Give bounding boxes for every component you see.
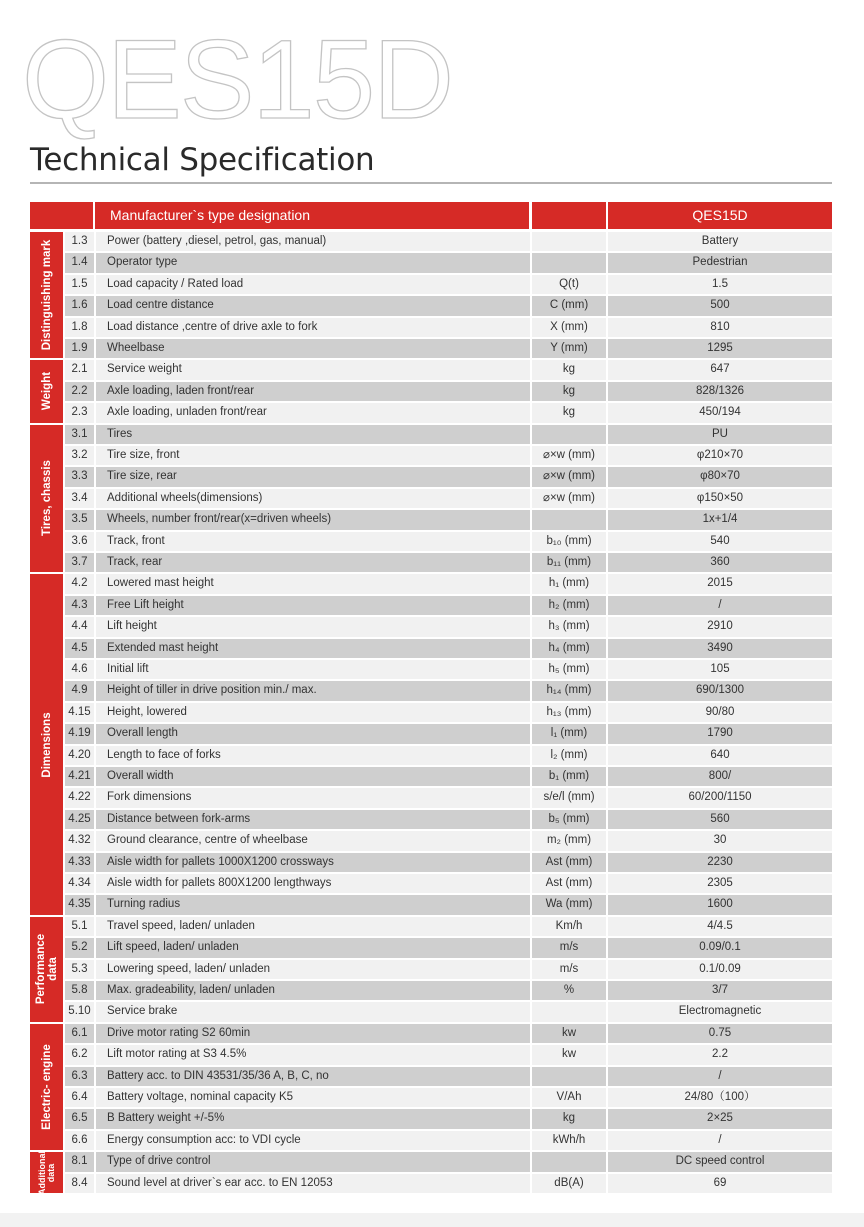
- spec-number: 5.10: [65, 1002, 94, 1021]
- spec-value: 560: [608, 810, 832, 829]
- spec-description: Tire size, rear: [96, 467, 530, 486]
- spec-value: φ80×70: [608, 467, 832, 486]
- spec-value: Pedestrian: [608, 253, 832, 272]
- spec-unit: m₂ (mm): [532, 831, 606, 850]
- spec-number: 4.5: [65, 639, 94, 658]
- spec-value: DC speed control: [608, 1152, 832, 1171]
- spec-number: 3.5: [65, 510, 94, 529]
- spec-description: Service weight: [96, 360, 530, 379]
- spec-value: 105: [608, 660, 832, 679]
- spec-unit: [532, 510, 606, 529]
- spec-number: 4.25: [65, 810, 94, 829]
- spec-unit: h₂ (mm): [532, 596, 606, 615]
- spec-description: Axle loading, laden front/rear: [96, 382, 530, 401]
- spec-unit: [532, 425, 606, 444]
- spec-number: 2.2: [65, 382, 94, 401]
- spec-number: 2.3: [65, 403, 94, 422]
- spec-value: 1790: [608, 724, 832, 743]
- table-row: [65, 274, 832, 295]
- spec-unit: h₁₄ (mm): [532, 681, 606, 700]
- spec-unit: ⌀×w (mm): [532, 446, 606, 465]
- spec-unit: h₄ (mm): [532, 639, 606, 658]
- spec-description: B Battery weight +/-5%: [96, 1109, 530, 1128]
- spec-unit: b₅ (mm): [532, 810, 606, 829]
- spec-unit: [532, 232, 606, 251]
- table-row: [65, 1044, 832, 1065]
- spec-unit: kw: [532, 1024, 606, 1043]
- spec-unit: [532, 1152, 606, 1171]
- table-row: [65, 830, 832, 851]
- table-row: [65, 745, 832, 766]
- spec-number: 4.3: [65, 596, 94, 615]
- spec-description: Distance between fork-arms: [96, 810, 530, 829]
- spec-number: 4.35: [65, 895, 94, 914]
- spec-description: Aisle width for pallets 1000X1200 crossways: [96, 853, 530, 872]
- table-row: [65, 466, 832, 487]
- spec-value: φ210×70: [608, 446, 832, 465]
- spec-value: 640: [608, 746, 832, 765]
- group-label-block: [30, 917, 63, 1022]
- spec-unit: [532, 1002, 606, 1021]
- spec-unit: kWh/h: [532, 1131, 606, 1150]
- spec-unit: h₃ (mm): [532, 617, 606, 636]
- spec-description: Track, front: [96, 532, 530, 551]
- spec-number: 3.4: [65, 489, 94, 508]
- spec-description: Lift speed, laden/ unladen: [96, 938, 530, 957]
- spec-unit: kg: [532, 1109, 606, 1128]
- spec-description: Ground clearance, centre of wheelbase: [96, 831, 530, 850]
- spec-unit: Ast (mm): [532, 874, 606, 893]
- header-model: QES15D: [608, 202, 832, 229]
- spec-value: 4/4.5: [608, 917, 832, 936]
- spec-number: 4.32: [65, 831, 94, 850]
- table-row: [65, 1151, 832, 1172]
- spec-description: Tires: [96, 425, 530, 444]
- spec-value: 3/7: [608, 981, 832, 1000]
- spec-value: /: [608, 1131, 832, 1150]
- spec-number: 4.20: [65, 746, 94, 765]
- spec-number: 4.33: [65, 853, 94, 872]
- table-header: [30, 202, 832, 229]
- spec-value: /: [608, 596, 832, 615]
- spec-description: Sound level at driver`s ear acc. to EN 12053: [96, 1174, 530, 1193]
- table-row: [65, 894, 832, 915]
- spec-description: Service brake: [96, 1002, 530, 1021]
- spec-number: 4.6: [65, 660, 94, 679]
- spec-number: 6.5: [65, 1109, 94, 1128]
- table-row: [65, 916, 832, 937]
- spec-description: Travel speed, laden/ unladen: [96, 917, 530, 936]
- spec-unit: Wa (mm): [532, 895, 606, 914]
- spec-number: 4.21: [65, 767, 94, 786]
- spec-value: 2230: [608, 853, 832, 872]
- footer-band: [0, 1213, 864, 1227]
- spec-number: 8.4: [65, 1174, 94, 1193]
- table-row: [65, 231, 832, 252]
- spec-value: 69: [608, 1174, 832, 1193]
- spec-description: Lift height: [96, 617, 530, 636]
- model-watermark-text: QES15D: [22, 17, 452, 140]
- title-divider: [30, 182, 832, 184]
- spec-description: Load distance ,centre of drive axle to fork: [96, 318, 530, 337]
- table-row: [65, 402, 832, 423]
- spec-unit: h₅ (mm): [532, 660, 606, 679]
- group-label-block: [30, 574, 63, 914]
- spec-number: 6.6: [65, 1131, 94, 1150]
- page-title: Technical Specification: [30, 142, 375, 178]
- spec-value: 810: [608, 318, 832, 337]
- spec-unit: m/s: [532, 960, 606, 979]
- spec-value: 1x+1/4: [608, 510, 832, 529]
- spec-number: 5.2: [65, 938, 94, 957]
- group-label-block: [30, 360, 63, 422]
- spec-value: 2910: [608, 617, 832, 636]
- table-row: [65, 552, 832, 573]
- table-row: [65, 359, 832, 380]
- spec-number: 3.3: [65, 467, 94, 486]
- spec-value: 450/194: [608, 403, 832, 422]
- spec-unit: [532, 253, 606, 272]
- spec-description: Lowering speed, laden/ unladen: [96, 960, 530, 979]
- spec-description: Battery acc. to DIN 43531/35/36 A, B, C, no: [96, 1067, 530, 1086]
- table-row: [65, 338, 832, 359]
- spec-value: 360: [608, 553, 832, 572]
- spec-number: 2.1: [65, 360, 94, 379]
- spec-value: Electromagnetic: [608, 1002, 832, 1021]
- spec-description: Overall length: [96, 724, 530, 743]
- spec-value: 0.09/0.1: [608, 938, 832, 957]
- table-row: [65, 638, 832, 659]
- table-row: [65, 445, 832, 466]
- table-row: [65, 959, 832, 980]
- table-row: [65, 1130, 832, 1151]
- spec-description: Load centre distance: [96, 296, 530, 315]
- table-row: [65, 659, 832, 680]
- spec-unit: b₁₀ (mm): [532, 532, 606, 551]
- table-row: [65, 873, 832, 894]
- spec-value: 30: [608, 831, 832, 850]
- table-row: [65, 1023, 832, 1044]
- table-row: [65, 766, 832, 787]
- spec-description: Turning radius: [96, 895, 530, 914]
- spec-description: Wheels, number front/rear(x=driven wheels): [96, 510, 530, 529]
- spec-description: Free Lift height: [96, 596, 530, 615]
- table-row: [65, 723, 832, 744]
- spec-unit: l₂ (mm): [532, 746, 606, 765]
- group-label-block: [30, 232, 63, 358]
- spec-unit: kg: [532, 360, 606, 379]
- spec-unit: h₁ (mm): [532, 574, 606, 593]
- spec-number: 1.4: [65, 253, 94, 272]
- spec-value: 2015: [608, 574, 832, 593]
- spec-value: Battery: [608, 232, 832, 251]
- spec-unit: ⌀×w (mm): [532, 489, 606, 508]
- table-row: [65, 1108, 832, 1129]
- table-row: [65, 787, 832, 808]
- table-row: [65, 1173, 832, 1194]
- spec-value: 540: [608, 532, 832, 551]
- group-label: Electric- engine: [40, 1044, 53, 1130]
- table-row: [65, 509, 832, 530]
- spec-description: Axle loading, unladen front/rear: [96, 403, 530, 422]
- spec-unit: kg: [532, 382, 606, 401]
- spec-number: 4.34: [65, 874, 94, 893]
- spec-value: 500: [608, 296, 832, 315]
- table-row: [65, 317, 832, 338]
- spec-unit: %: [532, 981, 606, 1000]
- spec-value: 3490: [608, 639, 832, 658]
- spec-description: Aisle width for pallets 800X1200 lengthways: [96, 874, 530, 893]
- spec-value: PU: [608, 425, 832, 444]
- spec-value: 647: [608, 360, 832, 379]
- spec-unit: dB(A): [532, 1174, 606, 1193]
- spec-description: Load capacity / Rated load: [96, 275, 530, 294]
- spec-description: Track, rear: [96, 553, 530, 572]
- group-label-block: [30, 425, 63, 573]
- table-row: [65, 937, 832, 958]
- spec-value: 90/80: [608, 703, 832, 722]
- spec-number: 5.1: [65, 917, 94, 936]
- spec-number: 4.19: [65, 724, 94, 743]
- spec-value: /: [608, 1067, 832, 1086]
- spec-unit: X (mm): [532, 318, 606, 337]
- spec-number: 4.9: [65, 681, 94, 700]
- spec-description: Fork dimensions: [96, 788, 530, 807]
- table-row: [65, 424, 832, 445]
- spec-unit: m/s: [532, 938, 606, 957]
- header-unit-cell: [532, 202, 606, 229]
- model-watermark: [0, 0, 864, 140]
- spec-value: 1.5: [608, 275, 832, 294]
- spec-description: Length to face of forks: [96, 746, 530, 765]
- spec-number: 6.3: [65, 1067, 94, 1086]
- spec-unit: Y (mm): [532, 339, 606, 358]
- spec-value: 1600: [608, 895, 832, 914]
- spec-value: 24/80（100）: [608, 1088, 832, 1107]
- spec-number: 3.6: [65, 532, 94, 551]
- spec-unit: kg: [532, 403, 606, 422]
- table-row: [65, 1066, 832, 1087]
- table-row: [65, 531, 832, 552]
- spec-description: Extended mast height: [96, 639, 530, 658]
- spec-number: 1.3: [65, 232, 94, 251]
- spec-description: Lift motor rating at S3 4.5%: [96, 1045, 530, 1064]
- spec-unit: b₁ (mm): [532, 767, 606, 786]
- spec-number: 6.2: [65, 1045, 94, 1064]
- spec-description: Max. gradeability, laden/ unladen: [96, 981, 530, 1000]
- table-row: [65, 595, 832, 616]
- spec-number: 8.1: [65, 1152, 94, 1171]
- group-label: Additional data: [36, 1150, 56, 1195]
- group-label: Distinguishing mark: [40, 239, 53, 351]
- spec-description: Height of tiller in drive position min./ max.: [96, 681, 530, 700]
- spec-value: 0.75: [608, 1024, 832, 1043]
- spec-unit: l₁ (mm): [532, 724, 606, 743]
- spec-value: 2.2: [608, 1045, 832, 1064]
- spec-number: 5.8: [65, 981, 94, 1000]
- table-row: [65, 488, 832, 509]
- spec-description: Operator type: [96, 253, 530, 272]
- spec-description: Additional wheels(dimensions): [96, 489, 530, 508]
- table-row: [65, 852, 832, 873]
- spec-unit: Km/h: [532, 917, 606, 936]
- spec-description: Drive motor rating S2 60min: [96, 1024, 530, 1043]
- table-row: [65, 252, 832, 273]
- spec-number: 3.1: [65, 425, 94, 444]
- table-row: [65, 980, 832, 1001]
- table-row: [65, 381, 832, 402]
- table-row: [65, 1087, 832, 1108]
- spec-number: 5.3: [65, 960, 94, 979]
- spec-unit: b₁₁ (mm): [532, 553, 606, 572]
- spec-description: Energy consumption acc: to VDI cycle: [96, 1131, 530, 1150]
- spec-description: Type of drive control: [96, 1152, 530, 1171]
- table-row: [65, 680, 832, 701]
- spec-number: 4.15: [65, 703, 94, 722]
- spec-description: Overall width: [96, 767, 530, 786]
- group-label-block: [30, 1152, 63, 1193]
- header-designation-label: Manufacturer`s type designation: [95, 202, 529, 229]
- spec-description: Tire size, front: [96, 446, 530, 465]
- group-label: Dimensions: [40, 711, 53, 778]
- spec-number: 6.4: [65, 1088, 94, 1107]
- spec-number: 1.8: [65, 318, 94, 337]
- group-label: Tires, chassis: [40, 460, 53, 537]
- group-label: Performance data: [34, 934, 59, 1005]
- table-row: [65, 702, 832, 723]
- spec-number: 4.22: [65, 788, 94, 807]
- spec-number: 1.9: [65, 339, 94, 358]
- spec-value: 1295: [608, 339, 832, 358]
- spec-unit: ⌀×w (mm): [532, 467, 606, 486]
- spec-description: Lowered mast height: [96, 574, 530, 593]
- spec-unit: Q(t): [532, 275, 606, 294]
- spec-value: φ150×50: [608, 489, 832, 508]
- spec-value: 0.1/0.09: [608, 960, 832, 979]
- spec-number: 3.7: [65, 553, 94, 572]
- spec-number: 1.5: [65, 275, 94, 294]
- spec-value: 60/200/1150: [608, 788, 832, 807]
- group-label-block: [30, 1024, 63, 1150]
- header-corner: [30, 202, 93, 229]
- table-row: [65, 295, 832, 316]
- spec-description: Battery voltage, nominal capacity K5: [96, 1088, 530, 1107]
- spec-unit: [532, 1067, 606, 1086]
- spec-value: 690/1300: [608, 681, 832, 700]
- spec-value: 828/1326: [608, 382, 832, 401]
- spec-number: 1.6: [65, 296, 94, 315]
- group-label: Weight: [40, 372, 53, 411]
- spec-value: 2×25: [608, 1109, 832, 1128]
- spec-description: Power (battery ,diesel, petrol, gas, manual): [96, 232, 530, 251]
- spec-number: 3.2: [65, 446, 94, 465]
- spec-description: Height, lowered: [96, 703, 530, 722]
- spec-value: 2305: [608, 874, 832, 893]
- table-row: [65, 1001, 832, 1022]
- spec-number: 4.2: [65, 574, 94, 593]
- spec-description: Initial lift: [96, 660, 530, 679]
- spec-unit: C (mm): [532, 296, 606, 315]
- table-row: [65, 809, 832, 830]
- table-row: [65, 573, 832, 594]
- spec-unit: V/Ah: [532, 1088, 606, 1107]
- spec-unit: kw: [532, 1045, 606, 1064]
- spec-number: 6.1: [65, 1024, 94, 1043]
- spec-description: Wheelbase: [96, 339, 530, 358]
- table-row: [65, 616, 832, 637]
- spec-unit: s/e/l (mm): [532, 788, 606, 807]
- spec-unit: Ast (mm): [532, 853, 606, 872]
- spec-number: 4.4: [65, 617, 94, 636]
- spec-value: 800/: [608, 767, 832, 786]
- spec-unit: h₁₃ (mm): [532, 703, 606, 722]
